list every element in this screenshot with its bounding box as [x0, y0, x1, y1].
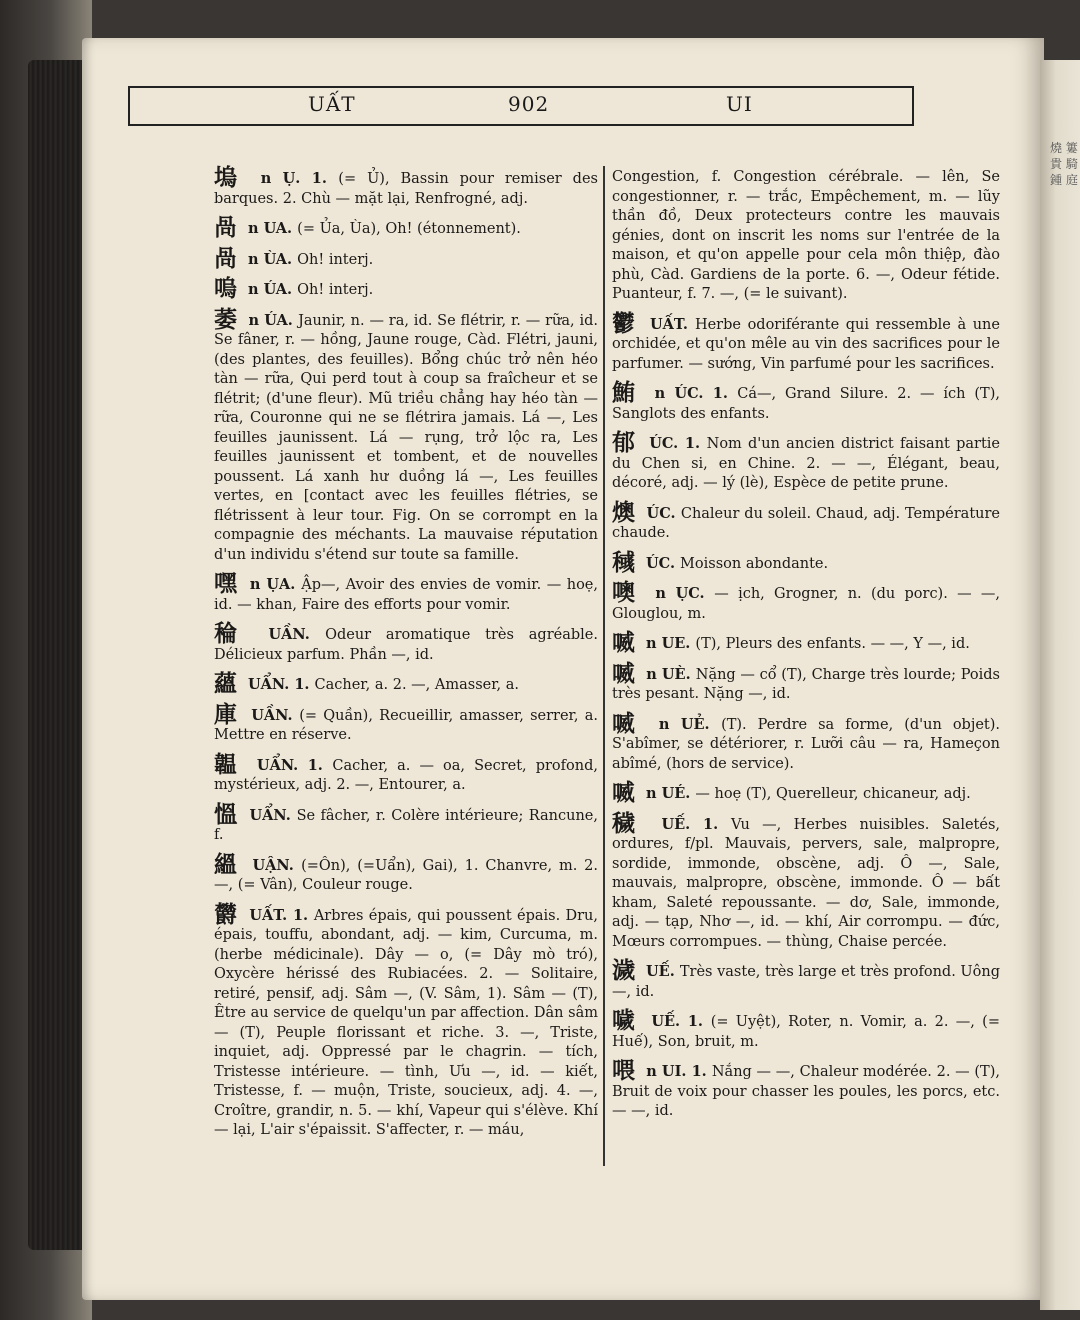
dictionary-entry [214, 620, 598, 665]
entry-headword: UẦN. [251, 706, 300, 724]
dictionary-entry [612, 709, 1001, 775]
dictionary-entry [612, 1007, 1000, 1052]
entry-glyph: 萎 [214, 305, 246, 333]
dictionary-entry [612, 498, 1001, 544]
entry-definition: Arbres épais, qui poussent épais. Dru, épais, touffu, abondant, adj. — kim, Curcuma, m. (herbe médicinale). Dây — o, (= Dây mò tró), Oxycère hérissé des Rubiacées. 2. — Solitaire, retiré, pensif, adj. Sâm —, (V. Sâm, 1). Sâm — (T), Être au service de quelqu'un par affection. Dân sâm — (T), Peuple florissant et riche. 3. —, Triste, inquiet, adj. Oppressé par le chagrin. — tích, Tristesse intérieure. — tình, Ưu —, id. — kiết, Tristesse, f. — muộn, Triste, soucieux, adj. 4. —, Croître, grandir, n. 5. — khí, Vapeur qui s'élève. Khí — lại, L'air s'épaissit. S'affecter, r. — máu, [214, 907, 598, 1138]
entry-definition: — hoẹ (T), Querelleur, chicaneur, adj. [695, 786, 971, 802]
entry-glyph: 蘊 [214, 670, 246, 697]
entry-headword: UẾ. 1. [651, 1013, 711, 1030]
dictionary-entry [214, 800, 598, 846]
entry-definition: — ịch, Grogner, n. (du porc). — —, Glouglou, m. [612, 586, 1000, 622]
entry-definition: Odeur aromatique très agréable. Délicieux parfum. Phần —, id. [214, 627, 598, 663]
entry-headword: n UI. 1. [646, 1063, 712, 1080]
entry-glyph: 庫 [214, 700, 249, 728]
dictionary-entry [214, 164, 598, 209]
dictionary-entry [214, 275, 598, 302]
dictionary-entry [612, 957, 1000, 1002]
dictionary-entry [612, 1057, 1000, 1122]
entry-definition: Nắng — —, Chaleur modérée. 2. — (T), Bruit de voix pour chasser les poules, les porcs, etc. — —, id. [612, 1064, 1000, 1119]
entry-definition: Congestion, f. Congestion cérébrale. — lên, Se congestionner, r. — trắc, Empêchement, m. — lũy thần đồ, Deux protecteurs contre les mauvais génies, dont on inscrit les noms sur l'entrée de la maison, et qu'on appelle pour cela môn thiệp, đào phù, Càd. Gardiens de la porte. 6. —, Odeur fétide. Puanteur, f. 7. —, (= le suivant). [612, 169, 1000, 302]
entry-definition: (= Ủ), Bassin pour remiser des barques. 2. Chù — mặt lại, Renfrogné, adj. [214, 171, 598, 207]
entry-headword: n ÚC. 1. [654, 385, 738, 402]
entry-glyph: 鮪 [612, 379, 652, 406]
dictionary-entry [214, 750, 598, 796]
entry-headword: n UẺ. [658, 715, 722, 733]
header-left-word: UẤT [308, 92, 356, 116]
entry-headword: UẨN. 1. [256, 756, 333, 774]
entry-headword: UẾ. 1. [661, 815, 731, 833]
entry-headword: UẾ. [646, 963, 680, 980]
dictionary-entry [214, 850, 598, 896]
dictionary-entry [214, 570, 598, 615]
entry-headword: n ÙA. [248, 250, 298, 268]
dictionary-entry [612, 429, 1000, 494]
page-number: 902 [508, 92, 550, 116]
entry-headword: n UE. [646, 635, 696, 652]
entry-headword: ÚC. 1. [649, 435, 707, 452]
entry-glyph: 喂 [612, 1057, 644, 1084]
entry-definition: Nặng — cổ (T), Charge très lourde; Poids très pesant. Nặng —, id. [612, 666, 1000, 702]
book-page-edges [28, 60, 88, 1250]
entry-glyph: 喴 [612, 659, 644, 687]
entry-glyph: 喴 [612, 629, 644, 656]
entry-headword: n UÈ. [646, 665, 696, 683]
entry-definition: Cacher, a. — oa, Secret, profond, mystérieux, adj. 2. —, Entourer, a. [214, 757, 598, 793]
dictionary-entry [612, 379, 1000, 424]
entry-definition: (T). Perdre sa forme, (d'un objet). S'abîmer, se détériorer, r. Lưỡi câu — ra, Hameçon abîmé, (hors de service). [612, 716, 1001, 772]
entry-definition: Très vaste, très large et très profond. Uông —, id. [612, 964, 1000, 1000]
entry-glyph: 韞 [214, 750, 254, 778]
entry-headword: ÚC. [646, 554, 681, 572]
entry-headword: UẨN. [249, 806, 297, 824]
entry-glyph: 噦 [612, 1007, 649, 1034]
dictionary-entry [214, 244, 598, 272]
entry-glyph: 濊 [612, 957, 644, 984]
dictionary-entry [612, 779, 1000, 806]
running-header [128, 86, 914, 126]
entry-glyph: 鬱 [612, 309, 648, 337]
dictionary-entry [612, 168, 1000, 305]
entry-headword: n ỤA. [249, 576, 302, 593]
entry-headword: n ỤC. [655, 585, 715, 602]
dictionary-entry [214, 305, 598, 566]
entry-definition: Chaleur du soleil. Chaud, adj. Température chaude. [612, 505, 1001, 541]
entry-glyph: 噢 [612, 579, 653, 606]
column-divider [603, 166, 605, 1166]
entry-definition: Jaunir, n. — ra, id. Se flétrir, r. — rữa, id. Se fâner, r. — hồng, Jaune rouge, Càd. Flétri, jauni, (des plantes, des feuilles). Bổng chúc trở nên héo tàn — rữa, Qui perd tout à coup sa fraîcheur et se flétrit; (d'une fleur). Mũ triều chẳng hay héo tàn — rữa, Couronne qui ne se flétrira jamais. Lá —, Les feuilles jaunissent. Lá — rụng, trở lộc ra, Les feuilles jaunissent et tombent, et de nouvelles poussent. Lá xanh hư duồng lá —, Les feuilles vertes, en [contact avec les feuilles flétries, se flétrissent à leur tour. Fig. On se corrompt en la compagnie des méchants. La mauvaise réputation d'un individu s'étend sur toute sa famille. [214, 312, 598, 563]
entry-headword: n UÉ. [646, 785, 696, 802]
entry-glyph: 欝 [214, 900, 247, 928]
dictionary-entry [612, 548, 1000, 576]
entry-headword: n UA. [248, 220, 298, 237]
entry-definition: Cá—, Grand Silure. 2. — ích (T), Sanglots des enfants. [612, 386, 1000, 422]
entry-definition: (= Quần), Recueillir, amasser, serrer, a. Mettre en réserve. [214, 707, 598, 743]
entry-glyph: 喴 [612, 779, 644, 806]
dictionary-entry [214, 900, 598, 1141]
entry-glyph: 縕 [214, 850, 250, 878]
dictionary-entry [612, 809, 1000, 953]
left-column [214, 164, 598, 1150]
entry-headword: n Ụ. 1. [260, 170, 339, 187]
entry-headword: UẤT. 1. [249, 906, 314, 924]
entry-definition: Oh! interj. [297, 251, 374, 268]
adjacent-page-edge [1040, 60, 1080, 1310]
entry-glyph: 稶 [612, 548, 644, 576]
entry-glyph: 咼 [214, 214, 246, 241]
entry-glyph: 塢 [214, 164, 258, 191]
entry-headword: UẨN. 1. [248, 676, 315, 693]
dictionary-entry [214, 214, 598, 241]
entry-definition: Herbe odoriférante qui ressemble à une orchidée, et qu'on mêle au vin des sacrifices pour le parfumer. — sướng, Vin parfumé pour les sacrifices. [612, 316, 1000, 372]
entry-headword: UẦN. [268, 626, 326, 643]
entry-definition: Nom d'un ancien district faisant partie du Chen si, en Chine. 2. — —, Élégant, beau, décoré, adj. — lý (lè), Espèce de petite prune. [612, 436, 1000, 491]
dictionary-entry [612, 579, 1000, 624]
entry-definition: (T), Pleurs des enfants. — —, Y —, id. [695, 636, 970, 652]
entry-headword: UẤT. [650, 315, 695, 333]
dictionary-entry [612, 659, 1000, 705]
dictionary-entry [214, 670, 598, 697]
entry-definition: Cacher, a. 2. —, Amasser, a. [314, 677, 520, 693]
entry-glyph: 燠 [612, 498, 644, 526]
entry-definition: (= Ủa, Ùa), Oh! (étonnement). [297, 221, 521, 237]
entry-glyph: 嘿 [214, 570, 247, 597]
entry-definition: Moisson abondante. [680, 555, 829, 572]
entry-definition: Oh! interj. [297, 282, 374, 298]
adjacent-page-glyphs: 燒 簍 貴 騎 鍾 庭 [1050, 141, 1078, 187]
header-right-word: UI [726, 92, 753, 116]
entry-headword: n ÚA. [248, 281, 298, 298]
dictionary-entry [214, 700, 598, 746]
entry-definition: Se fâcher, r. Colère intérieure; Rancune, f. [214, 807, 598, 843]
entry-definition: (=Ôn), (=Uẩn), Gai), 1. Chanvre, m. 2. —, (= Vân), Couleur rouge. [214, 857, 598, 893]
entry-glyph: 慍 [214, 800, 247, 828]
dictionary-entry [612, 629, 1000, 656]
entry-headword: n ÚA. [248, 311, 299, 329]
entry-glyph: 穢 [612, 809, 659, 837]
dictionary-entry [612, 309, 1000, 375]
entry-glyph: 郁 [612, 429, 647, 456]
right-column [612, 168, 1000, 1131]
entry-headword: UẬN. [252, 856, 302, 874]
entry-glyph: 稐 [214, 620, 266, 647]
entry-glyph: 喴 [612, 709, 656, 737]
entry-definition: Vu —, Herbes nuisibles. Saletés, ordures, f/pl. Mauvais, pervers, sale, malpropre, sordide, immonde, obscène, adj. Ô —, Sale, mauvais, malpropre, obscène, immonde. Ô — bất kham, Saleté repoussante. — dơ, Sale, immonde, adj. — tạp, Nhơ —, id. — khí, Air corrompu. — đức, Mœurs corrompues. — thùng, Chaise percée. [612, 816, 1000, 950]
entry-headword: ÚC. [646, 504, 681, 522]
entry-glyph: 咼 [214, 244, 246, 272]
entry-glyph: 嗚 [214, 275, 246, 302]
entry-definition: Ập—, Avoir des envies de vomir. — hoẹ, id. — khan, Faire des efforts pour vomir. [214, 577, 598, 613]
entry-definition: (= Uyệt), Roter, n. Vomir, a. 2. —, (= Huế), Son, bruit, m. [612, 1014, 1000, 1050]
